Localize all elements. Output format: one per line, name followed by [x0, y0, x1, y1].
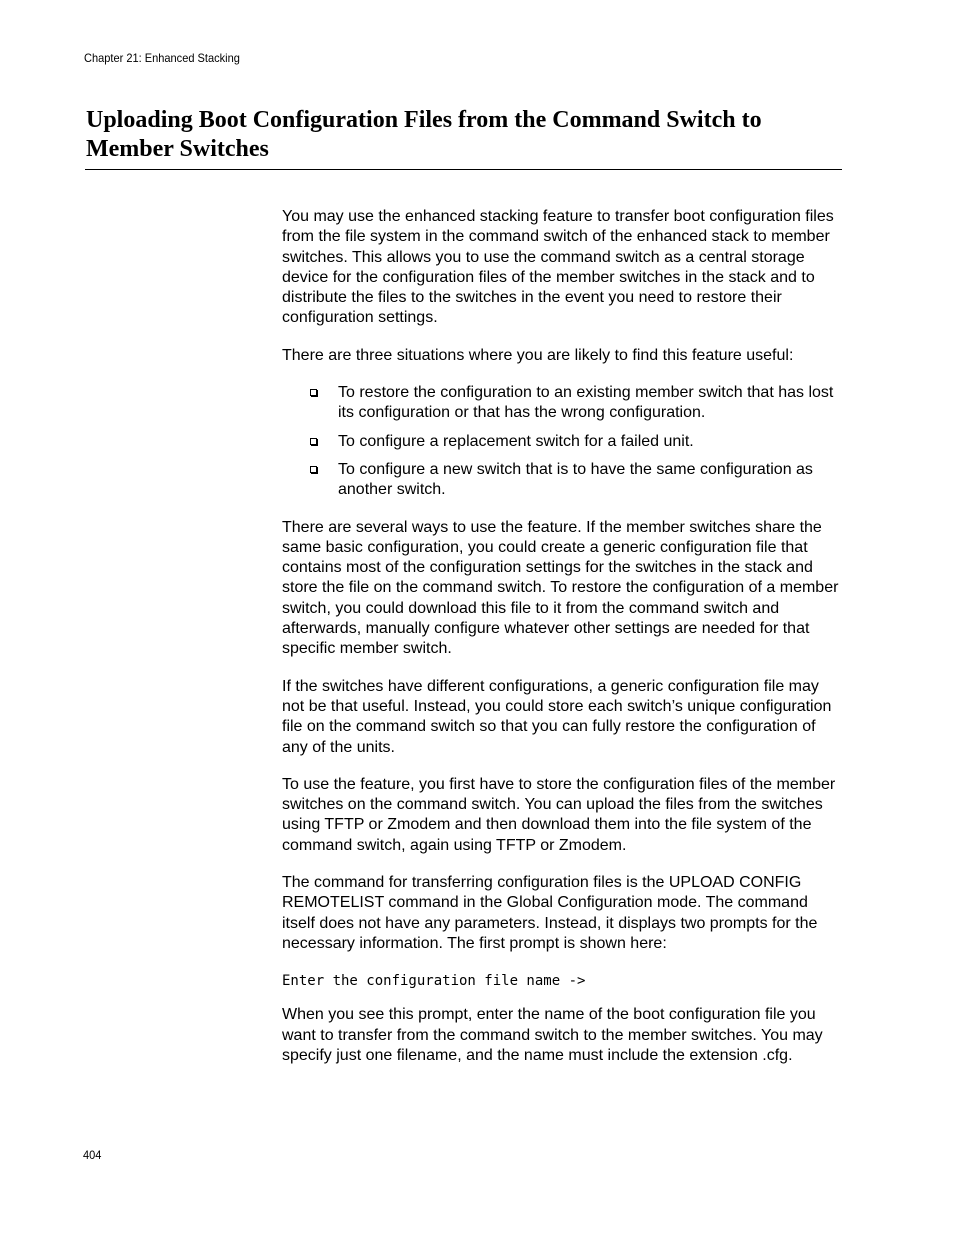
title-rule — [85, 169, 842, 170]
list-item — [338, 383, 844, 424]
list-item — [338, 460, 844, 501]
storage-paragraph: To use the feature, you first have to store the configuration files of the member switches on the command switch. You can upload the files from the switches using TFTP or Zmodem and then download them into the file system of the command switch, again using TFTP or Zmodem. — [282, 775, 836, 854]
usage-paragraph: There are several ways to use the feature. If the member switches share the same basic configuration, you could create a generic configuration file that contains most of the configuration settings for the switches in the stack and store the file on the command switch. To restore the configuration of a member switch, you could download this file to it from the command switch and afterwards, manually configure whatever other settings are needed for that specific member switch. — [282, 518, 839, 658]
section-title: Uploading Boot Configuration Files from the Command Switch to Member Switches — [86, 107, 762, 162]
list-item — [338, 432, 844, 452]
prompt-code-sample: Enter the configuration file name -> — [282, 973, 586, 990]
situations-paragraph: There are three situations where you are likely to find this feature useful: — [282, 346, 794, 364]
list-item-text: To configure a replacement switch for a failed unit. — [338, 432, 694, 450]
situations-list — [282, 383, 844, 500]
body-text — [282, 207, 844, 1083]
checkbox-bullet-icon — [310, 466, 317, 473]
running-header: Chapter 21: Enhanced Stacking — [84, 51, 240, 65]
page-number: 404 — [83, 1148, 102, 1162]
list-item-text: To restore the configuration to an existing member switch that has lost its configuration or that has the wrong configuration. — [338, 384, 834, 422]
command-paragraph: The command for transferring configuration files is the UPLOAD CONFIG REMOTELIST command in the Global Configuration mode. The command itself does not have any parameters. Instead, it displays two prompts for the necessary information. The first prompt is shown here: — [282, 874, 818, 952]
list-item-text: To configure a new switch that is to have the same configuration as another switch. — [338, 460, 813, 499]
checkbox-bullet-icon — [310, 438, 317, 445]
intro-paragraph: You may use the enhanced stacking feature to transfer boot configuration files from the file system in the command switch of the enhanced stack to member switches. This allows you to use the command switch as a central storage device for the configuration files of the member switches in the stack and to distribute the files to the switches in the event you need to restore their configuration settings. — [282, 208, 834, 327]
filename-paragraph: When you see this prompt, enter the name of the boot configuration file you want to transfer from the command switch to the member switches. You may specify just one filename, and the name must include the extension .cfg. — [282, 1006, 823, 1064]
different-configs-paragraph: If the switches have different configurations, a generic configuration file may not be that useful. Instead, you could store each switch’s unique configuration file on the command switch so that you can fully restore the configuration of any of the units. — [282, 677, 832, 756]
checkbox-bullet-icon — [310, 389, 317, 396]
